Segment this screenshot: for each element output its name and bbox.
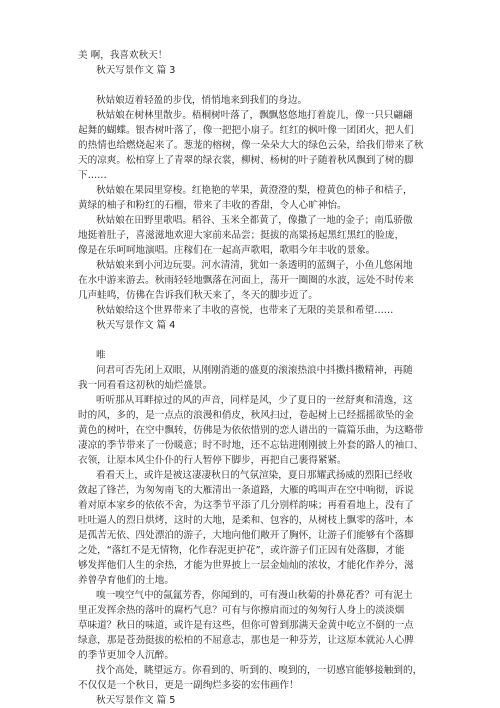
document-body	[78, 48, 430, 708]
paragraph-line: 敛起了锋芒，为匆匆南飞的大雁清出一条道路，大雁的鸣叫声在空中响彻，诉说	[78, 485, 414, 496]
paragraph-line: 着对原本家乡的依依不舍，为这季节平添了几分别样韵味；再看看地上，没有了	[78, 500, 414, 511]
spacer	[78, 333, 430, 348]
paragraph-line: 下……	[78, 170, 107, 181]
paragraph-line: 之处，“落红不是无情物，化作春泥更护花”，或许游子们正因有处落脚，才能	[78, 545, 405, 556]
paragraph-line: 黄色的树叶，在空中飘转，仿佛是为依依惜别的恋人谱出的一篇篇乐曲，为这略带	[78, 425, 424, 436]
paragraph-line: 够发挥他们人生的余热，才能为世界披上一层金灿灿的浓妆，才能化作养分，滋	[78, 560, 414, 571]
paragraph-line: 地挺着肚子，喜滋滋地欢迎大家前来品尝；挺拔的高粱扬起黑红黑红的脸庞，	[78, 230, 405, 241]
paragraph-line: 看看天上，或许是被这凄凄秋日的气氛渲染，夏日那耀武扬威的烈阳已经收	[96, 470, 413, 481]
paragraph-line: 像是在乐呵呵地演唱。庄稼们在一起高声歌唱，歌唱今年丰收的景象。	[78, 245, 376, 256]
paragraph-line: 唯	[96, 350, 106, 361]
section-heading: 秋天写景作文 篇 4	[96, 320, 176, 331]
section-heading: 秋天写景作文 篇 5	[96, 695, 176, 706]
paragraph-line: 吐吐逼人的烈日烘烤，这时的大地，是柔和、包容的，从树枝上飘零的落叶，本	[78, 515, 414, 526]
paragraph-line: 我一同看看这初秋的灿烂盛景。	[78, 380, 213, 391]
paragraph-line: 几声蛙鸣，仿佛在告诉我们秋天来了，冬天的脚步近了。	[78, 290, 318, 301]
paragraph-line: 里正发挥余热的落叶的腐朽气息？可有与你擦肩而过的匆匆行人身上的淡淡烟	[78, 605, 405, 616]
paragraph-line: 凄凉的季节带来了一份暖意；时不时地，还不忘钻进刚刚披上外套的路人的袖口、	[78, 440, 424, 451]
paragraph-line: 秋姑娘给这个世界带来了丰收的喜悦，也带来了无限的美景和希望……	[96, 305, 394, 316]
paragraph-line: 秋姑娘在树林里散步。梧桐树叶落了，飘飘悠悠地打着旋儿，像一只只翩翩	[96, 110, 413, 121]
paragraph-line: 养曾孕育他们的土地。	[78, 575, 174, 586]
spacer	[78, 78, 430, 93]
paragraph-line: 起舞的蝴蝶。银杏树叶落了，像一把把小扇子。红红的枫叶像一团团火，把人们	[78, 125, 414, 136]
paragraph-line: 草味道？秋日的味道，或许是有这些，但你可曾到那满天金黄中屹立不倒的一点	[78, 620, 414, 631]
paragraph-line: 问君可否先闭上双眼，从刚刚消逝的盛夏的滚滚热浪中抖擞抖擞精神，再随	[96, 365, 413, 376]
paragraph-line: 绿意，那是苍劲挺拔的松柏的不屈意志，那也是一种芬芳，让这原本就沁人心脾	[78, 635, 414, 646]
paragraph-line: 的季节更加令人沉醉。	[78, 650, 174, 661]
paragraph-line: 在水中游来游去。秋雨轻轻地飘落在河面上，荡开一圈圈的水波，远处不时传来	[78, 275, 414, 286]
section-heading: 秋天写景作文 篇 3	[96, 65, 176, 76]
paragraph-line: 是孤苦无依、四处漂泊的游子，大地向他们敞开了胸怀，让游子们能够有个落脚	[78, 530, 414, 541]
paragraph-line: 秋姑娘迈着轻盈的步伐，悄悄地来到我们的身边。	[96, 95, 308, 106]
paragraph-line: 衣领，让原本风尘仆仆的行人暂停下脚步，再把自己裹得紧紧。	[78, 455, 347, 466]
paragraph-line: 秋姑娘在田野里歌唱。稻谷、玉米全都黄了，像撒了一地的金子；南瓜骄傲	[96, 215, 413, 226]
paragraph-line: 时的风，多的，是一点点的浪漫和俏皮，秋风扫过，卷起树上已经摇摇欲坠的金	[78, 410, 414, 421]
paragraph-line: 的热情也给燃烧起来了。葱茏的榕树，像一朵朵大大的绿色云朵，给我们带来了秋	[78, 140, 424, 151]
paragraph-line: 秋姑娘在果园里穿梭。红艳艳的苹果，黄澄澄的梨，橙黄色的柿子和桔子，	[96, 185, 413, 196]
paragraph-line: 听听那从耳畔掠过的风的声音，同样是风，少了夏日的一丝舒爽和清逸，这	[96, 395, 413, 406]
paragraph-line: 黄绿的柚子和粉红的石榴，带来了丰收的香甜，令人心旷神怡。	[78, 200, 347, 211]
paragraph-line: 秋姑娘来到小河边玩耍。河水清清，犹如一条透明的蓝绸子，小鱼儿悠闲地	[96, 260, 413, 271]
paragraph-line: 不仅仅是一个秋日，更是一副绚烂多姿的宏伟画作！	[78, 680, 299, 691]
paragraph-line: 嗅一嗅空气中的氤氲芳香，你闻到的，可有漫山秋菊的扑鼻花香？可有泥土	[96, 590, 413, 601]
paragraph-line: 美 啊，我喜欢秋天！	[78, 50, 168, 61]
paragraph-line: 找个高处，眺望远方。你看到的、听到的、嗅到的，一切感官能够接触到的，	[96, 665, 423, 676]
paragraph-line: 天的凉爽。松柏穿上了青翠的绿衣裳，柳树、杨树的叶子随着秋风飘到了树的脚	[78, 155, 414, 166]
